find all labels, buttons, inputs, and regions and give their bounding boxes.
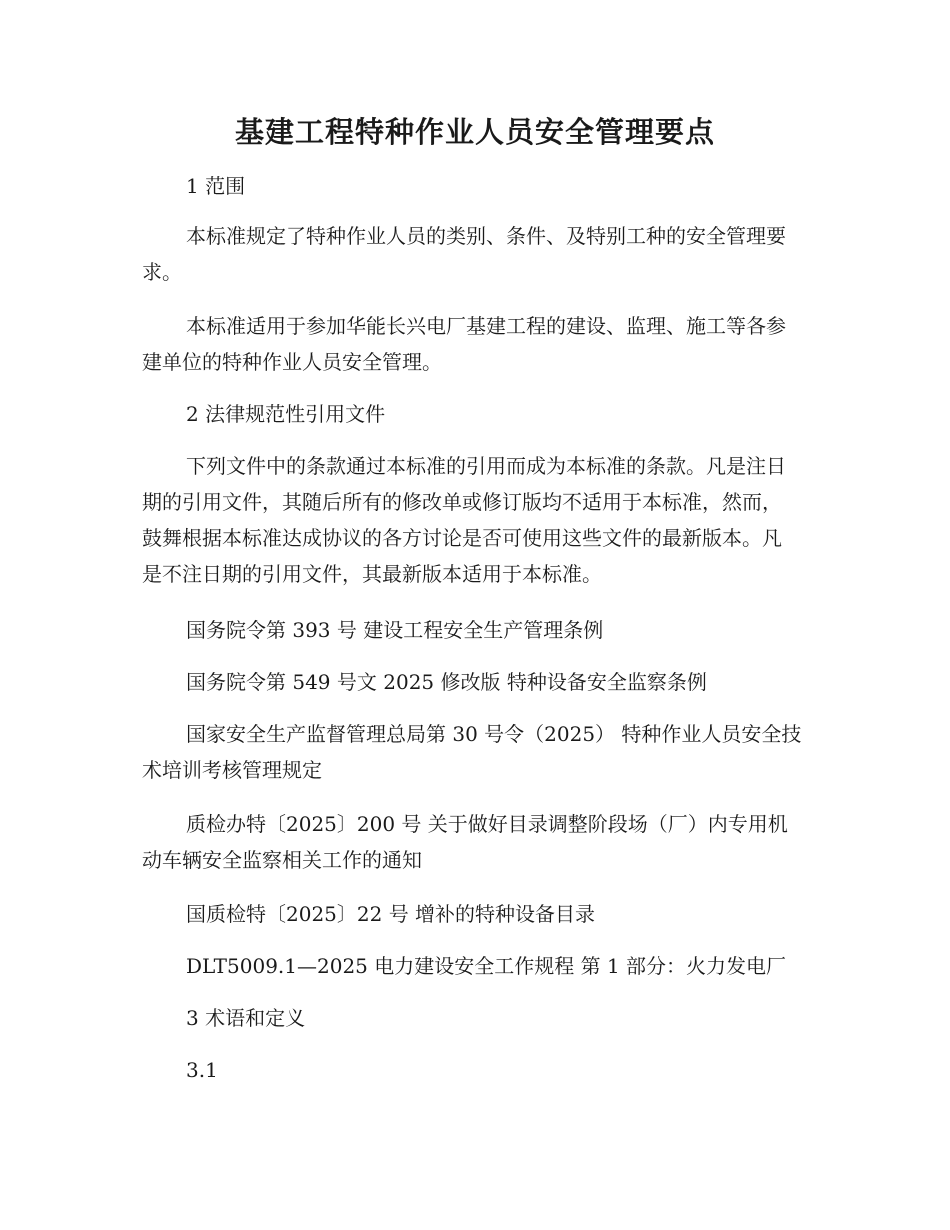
reference-item: 国家安全生产监督管理总局第 30 号令（2025） 特种作业人员安全技术培训考核管理规定	[142, 722, 802, 782]
document-title: 基建工程特种作业人员安全管理要点	[234, 115, 715, 149]
section-heading-scope: 1 范围	[186, 174, 246, 198]
paragraph-references-intro: 下列文件中的条款通过本标准的引用而成为本标准的条款。凡是注日期的引用文件，其随后所有的修改单或修订版均不适用于本标准，然而，鼓舞根据本标准达成协议的各方讨论是否可使用这些文件的最新版本。凡是不注日期的引用文件，其最新版本适用于本标准。	[142, 454, 786, 586]
reference-item: 国务院令第 393 号 建设工程安全生产管理条例	[186, 618, 604, 642]
subsection-number: 3.1	[186, 1058, 218, 1082]
section-heading-references: 2 法律规范性引用文件	[186, 402, 386, 426]
reference-item: 国质检特〔2025〕22 号 增补的特种设备目录	[186, 902, 596, 926]
paragraph-scope-definition: 本标准规定了特种作业人员的类别、条件、及特别工种的安全管理要求。	[142, 224, 786, 284]
section-heading-terms: 3 术语和定义	[186, 1006, 306, 1030]
reference-item: 国务院令第 549 号文 2025 修改版 特种设备安全监察条例	[186, 670, 707, 694]
reference-item: DLT5009.1—2025 电力建设安全工作规程 第 1 部分：火力发电厂	[186, 954, 787, 978]
reference-item: 质检办特〔2025〕200 号 关于做好目录调整阶段场（厂）内专用机动车辆安全监察相关工作的通知	[142, 812, 788, 872]
paragraph-scope-applicability: 本标准适用于参加华能长兴电厂基建工程的建设、监理、施工等各参建单位的特种作业人员安全管理。	[142, 314, 786, 374]
